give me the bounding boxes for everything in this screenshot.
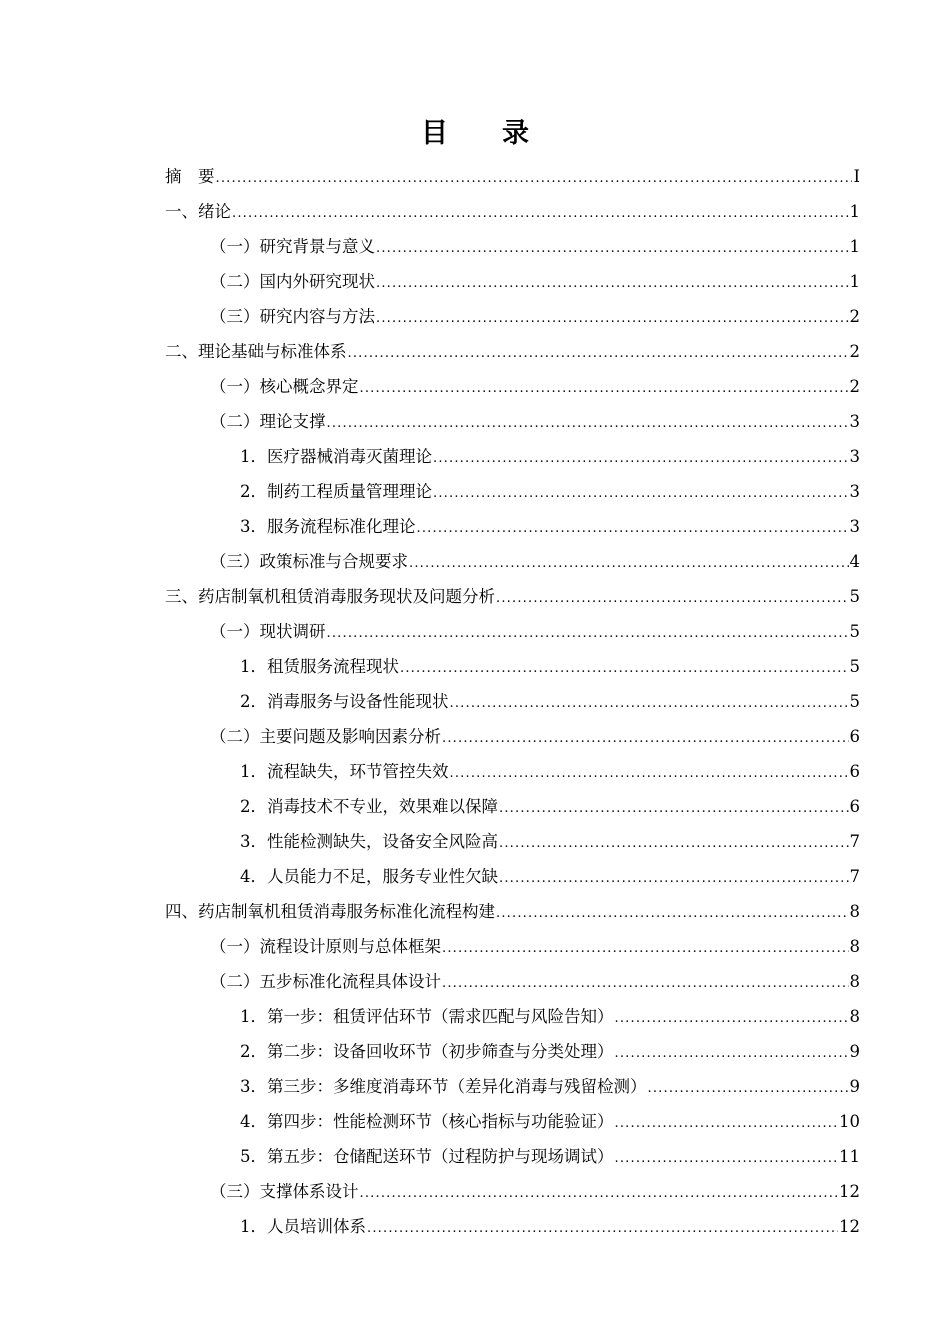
toc-dot-leader (499, 800, 849, 818)
toc-entry[interactable] (210, 928, 860, 963)
toc-entry-page-number: 1 (849, 237, 860, 256)
toc-entry-page-number: 2 (849, 377, 860, 396)
toc-entry-page-number: 2 (849, 307, 860, 326)
toc-entry-page-number: 8 (849, 902, 860, 921)
toc-entry[interactable] (240, 823, 860, 858)
toc-entry[interactable] (240, 753, 860, 788)
toc-entry[interactable] (210, 613, 860, 648)
toc-entry[interactable] (165, 158, 860, 193)
toc-entry-label: 5．第五步：仓储配送环节（过程防护与现场调试） (240, 1147, 614, 1166)
toc-entry-label: 1．流程缺失，环节管控失效 (240, 762, 449, 781)
toc-dot-leader (496, 590, 849, 608)
toc-entry[interactable] (240, 1138, 860, 1173)
toc-dot-leader (327, 625, 849, 643)
toc-entry-label: 三、药店制氧机租赁消毒服务现状及问题分析 (165, 587, 495, 606)
toc-entry-label: （一）流程设计原则与总体框架 (210, 937, 441, 956)
toc-entry-page-number: 3 (849, 482, 860, 501)
toc-entry-page-number: 10 (839, 1112, 860, 1131)
toc-entry-page-number: 6 (849, 727, 860, 746)
toc-dot-leader (450, 695, 849, 713)
toc-dot-leader (232, 205, 849, 223)
toc-dot-leader (442, 730, 849, 748)
toc-entry-page-number: 5 (849, 692, 860, 711)
toc-entry-label: 四、药店制氧机租赁消毒服务标准化流程构建 (165, 902, 495, 921)
toc-dot-leader (348, 345, 849, 363)
toc-entry-page-number: 6 (849, 797, 860, 816)
toc-dot-leader (450, 765, 849, 783)
page-title: 目录 (421, 118, 583, 149)
toc-entry-page-number: 9 (849, 1042, 860, 1061)
toc-entry[interactable] (210, 403, 860, 438)
toc-entry-page-number: 7 (849, 867, 860, 886)
toc-entry-label: 1．租赁服务流程现状 (240, 657, 399, 676)
toc-dot-leader (499, 870, 849, 888)
toc-entry-label: 2．消毒服务与设备性能现状 (240, 692, 449, 711)
toc-entry[interactable] (240, 1103, 860, 1138)
toc-entry-label: 3．性能检测缺失，设备安全风险高 (240, 832, 498, 851)
toc-entry-label: （一）现状调研 (210, 622, 326, 641)
toc-entry[interactable] (240, 473, 860, 508)
toc-entry-label: （二）主要问题及影响因素分析 (210, 727, 441, 746)
toc-entry-page-number: 1 (849, 272, 860, 291)
toc-entry-label: （二）国内外研究现状 (210, 272, 375, 291)
toc-entry-label: （一）研究背景与意义 (210, 237, 375, 256)
toc-entry[interactable] (240, 788, 860, 823)
toc-entry-page-number: 5 (849, 622, 860, 641)
toc-entry[interactable] (210, 263, 860, 298)
toc-dot-leader (216, 170, 853, 188)
toc-entry-page-number: 2 (849, 342, 860, 361)
toc-dot-leader (327, 415, 849, 433)
toc-dot-leader (376, 275, 849, 293)
toc-entry-page-number: 8 (849, 1007, 860, 1026)
toc-dot-leader (360, 1185, 839, 1203)
toc-dot-leader (417, 520, 849, 538)
toc-entry-label: 二、理论基础与标准体系 (165, 342, 347, 361)
toc-entry-page-number: 3 (849, 447, 860, 466)
toc-entry-label: （三）支撑体系设计 (210, 1182, 359, 1201)
toc-entry-page-number: 11 (839, 1147, 860, 1166)
toc-entry-label: 1．人员培训体系 (240, 1217, 366, 1236)
toc-entry[interactable] (240, 438, 860, 473)
toc-entry-label: （二）五步标准化流程具体设计 (210, 972, 441, 991)
toc-entry[interactable] (240, 998, 860, 1033)
toc-entry[interactable] (240, 648, 860, 683)
toc-dot-leader (615, 1010, 849, 1028)
toc-entry[interactable] (210, 543, 860, 578)
toc-entry-label: 1．第一步：租赁评估环节（需求匹配与风险告知） (240, 1007, 614, 1026)
toc-entry-page-number: 9 (849, 1077, 860, 1096)
toc-entry[interactable] (240, 1208, 860, 1243)
toc-entry-label: 一、绪论 (165, 202, 231, 221)
toc-entry-page-number: 8 (849, 937, 860, 956)
toc-entry-label: （三）研究内容与方法 (210, 307, 375, 326)
toc-entry-page-number: 8 (849, 972, 860, 991)
toc-entry-label: 摘 要 (165, 167, 215, 186)
toc-entry[interactable] (210, 368, 860, 403)
toc-dot-leader (367, 1220, 838, 1238)
toc-entry-page-number: 3 (849, 517, 860, 536)
toc-entry-label: 2．第二步：设备回收环节（初步筛查与分类处理） (240, 1042, 614, 1061)
toc-dot-leader (615, 1150, 839, 1168)
toc-entry[interactable] (240, 1033, 860, 1068)
toc-entry[interactable] (165, 193, 860, 228)
toc-entry-page-number: 5 (849, 657, 860, 676)
toc-dot-leader (499, 835, 849, 853)
toc-entry[interactable] (210, 228, 860, 263)
toc-entry-page-number: 1 (849, 202, 860, 221)
toc-entry-label: 4．人员能力不足，服务专业性欠缺 (240, 867, 498, 886)
toc-entry-page-number: 7 (849, 832, 860, 851)
toc-dot-leader (615, 1045, 849, 1063)
toc-entry[interactable] (165, 893, 860, 928)
toc-entry[interactable] (210, 963, 860, 998)
toc-entry-page-number: I (853, 167, 860, 186)
toc-entry[interactable] (240, 858, 860, 893)
toc-dot-leader (615, 1115, 839, 1133)
toc-dot-leader (442, 975, 849, 993)
toc-entry-label: 3．服务流程标准化理论 (240, 517, 416, 536)
toc-entry-page-number: 3 (849, 412, 860, 431)
toc-entry-label: （三）政策标准与合规要求 (210, 552, 408, 571)
toc-dot-leader (433, 485, 849, 503)
toc-entry-label: （二）理论支撑 (210, 412, 326, 431)
toc-entry-label: 4．第四步：性能检测环节（核心指标与功能验证） (240, 1112, 614, 1131)
toc-entry-page-number: 4 (849, 552, 860, 571)
toc-dot-leader (442, 940, 849, 958)
toc-dot-leader (376, 240, 849, 258)
toc-entry[interactable] (240, 1068, 860, 1103)
toc-entry[interactable] (165, 333, 860, 368)
toc-entry-page-number: 5 (849, 587, 860, 606)
toc-dot-leader (496, 905, 849, 923)
toc-entry[interactable] (240, 508, 860, 543)
toc-entry-page-number: 6 (849, 762, 860, 781)
toc-entry-label: 3．第三步：多维度消毒环节（差异化消毒与残留检测） (240, 1077, 647, 1096)
toc-entry-label: 2．消毒技术不专业，效果难以保障 (240, 797, 498, 816)
toc-dot-leader (648, 1080, 849, 1098)
toc-entry[interactable] (240, 683, 860, 718)
toc-entry[interactable] (165, 578, 860, 613)
toc-dot-leader (433, 450, 849, 468)
toc-dot-leader (360, 380, 849, 398)
toc-entry[interactable] (210, 718, 860, 753)
toc-entry[interactable] (210, 1173, 860, 1208)
toc-entry-label: 2．制药工程质量管理理论 (240, 482, 432, 501)
toc-entry[interactable] (210, 298, 860, 333)
toc-entry-page-number: 12 (839, 1182, 860, 1201)
toc-dot-leader (400, 660, 849, 678)
toc-entry-label: 1．医疗器械消毒灭菌理论 (240, 447, 432, 466)
toc-entry-page-number: 12 (839, 1217, 860, 1236)
toc-entry-label: （一）核心概念界定 (210, 377, 359, 396)
toc-dot-leader (409, 555, 849, 573)
toc-dot-leader (376, 310, 849, 328)
